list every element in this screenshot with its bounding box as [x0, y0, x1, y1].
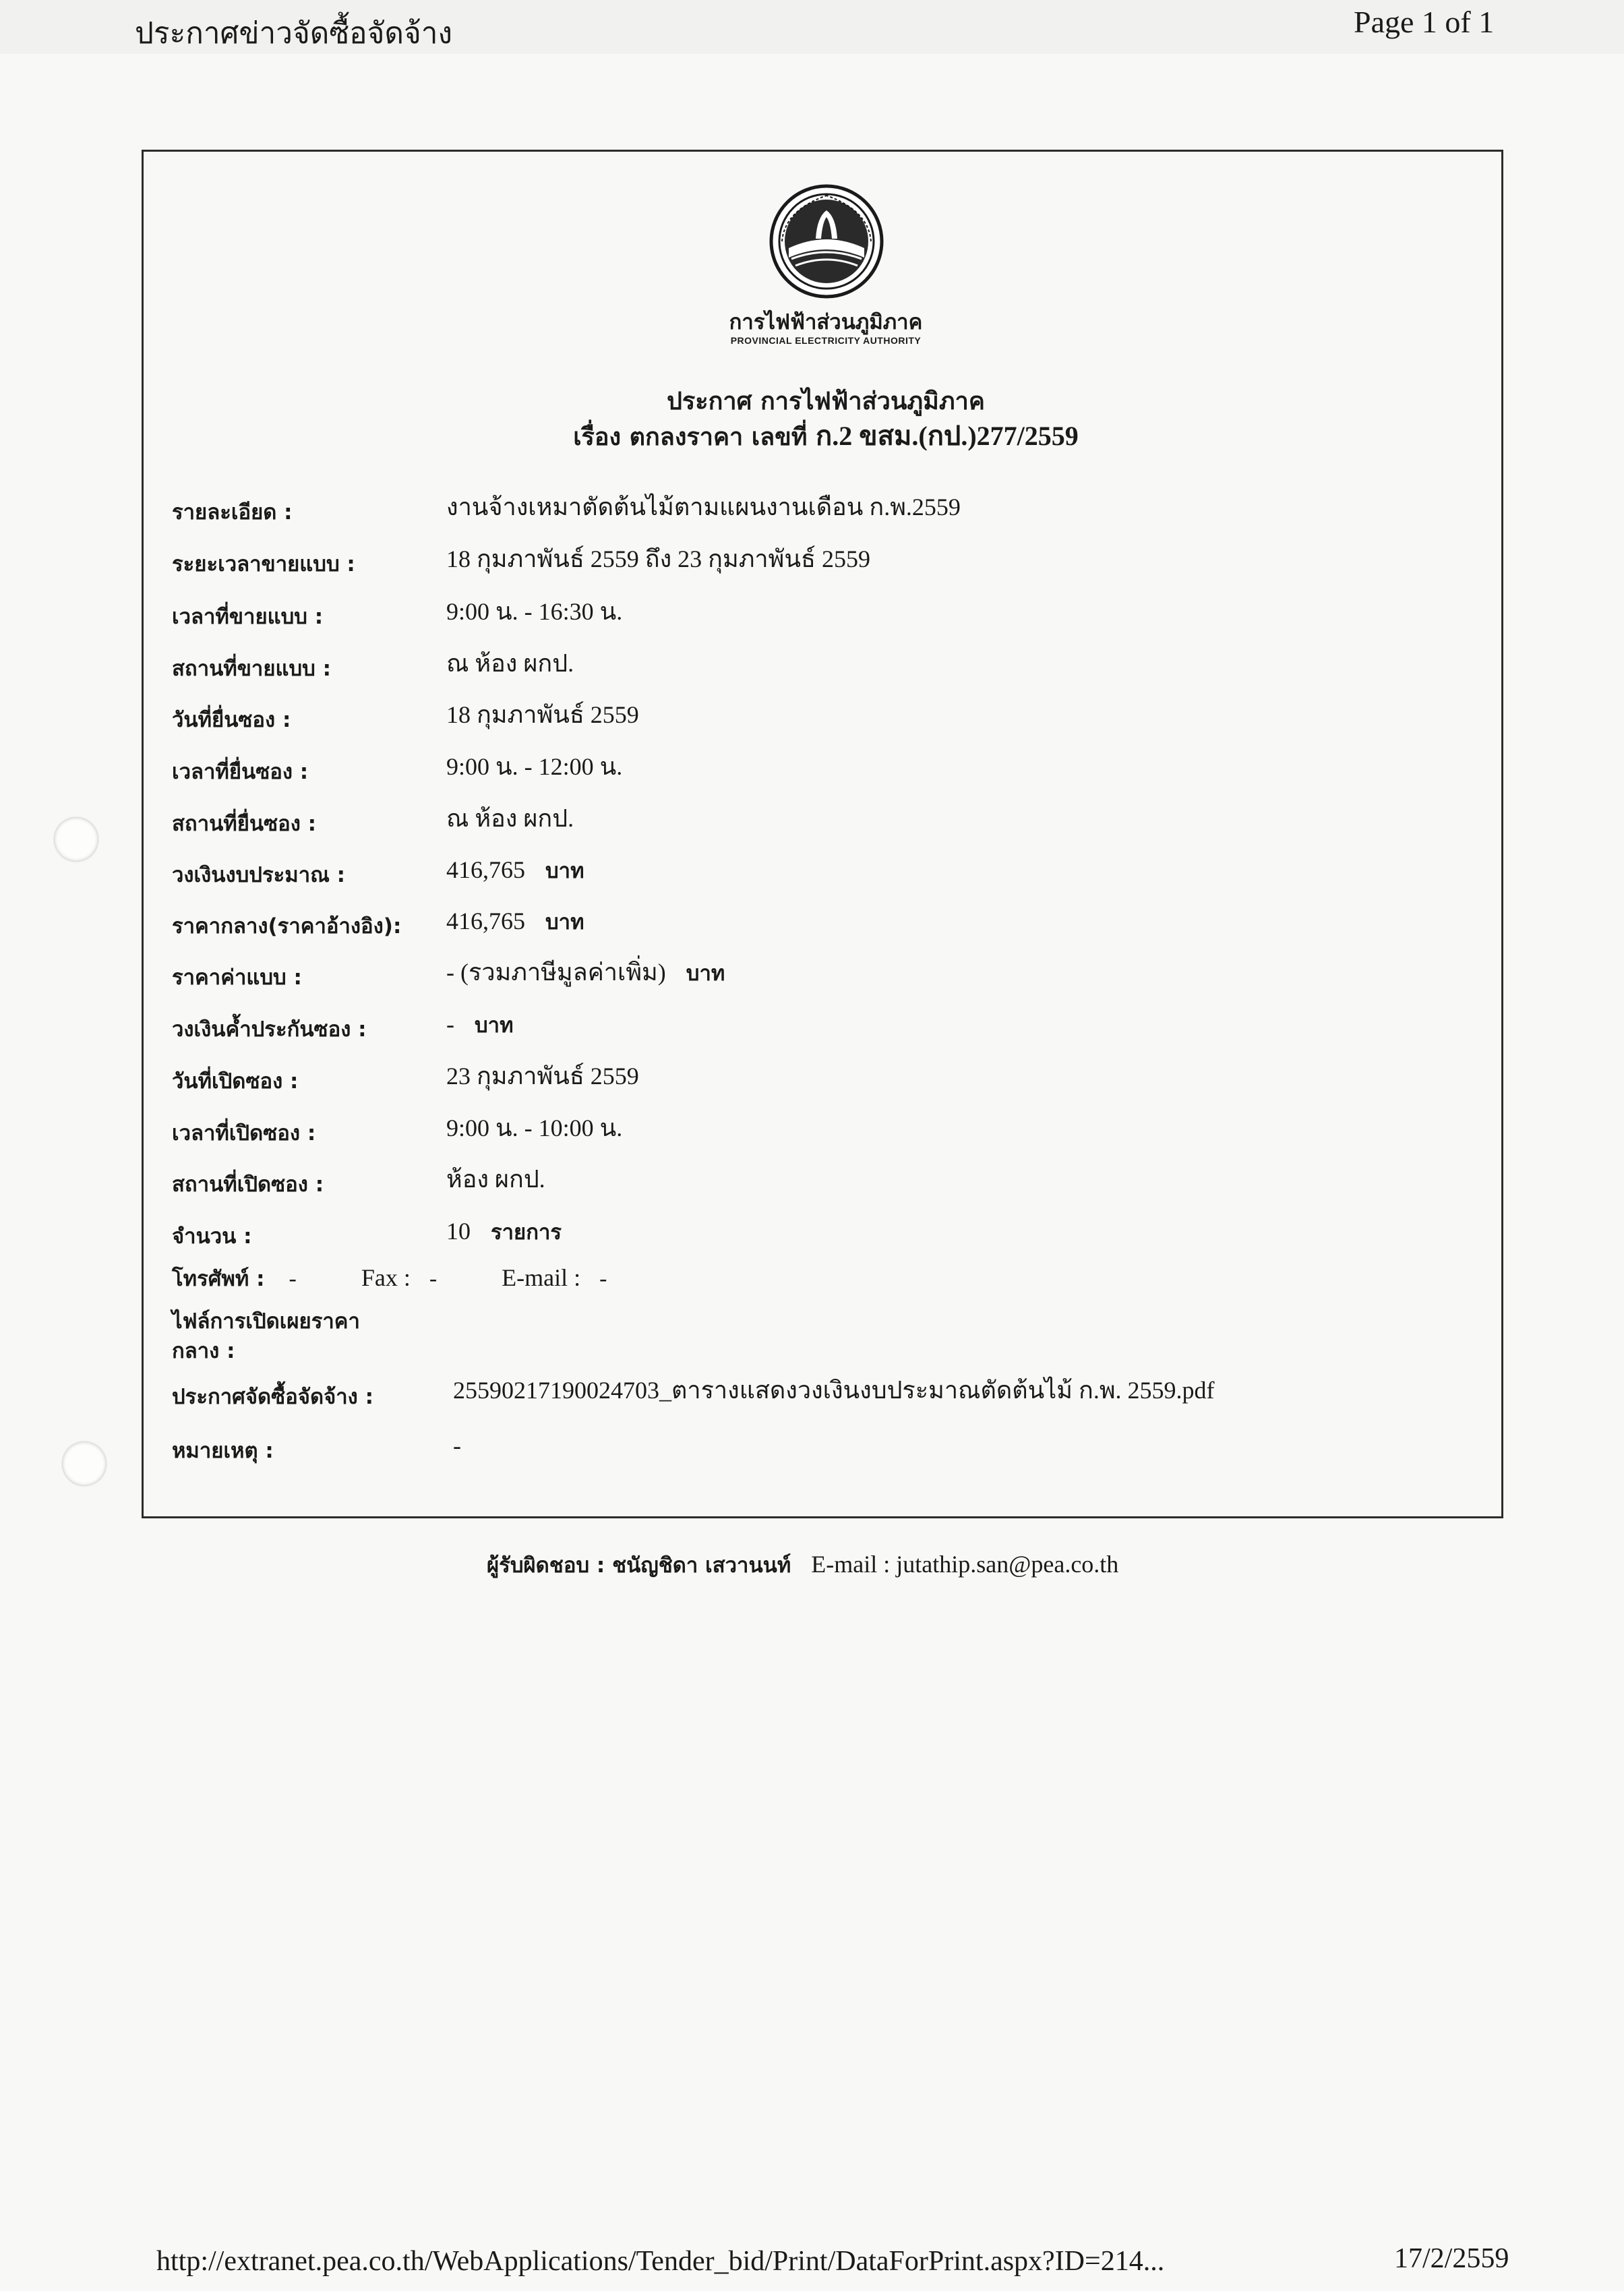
field-value-sale-location: ณ ห้อง ผกป. — [446, 650, 574, 677]
page-indicator: Page 1 of 1 — [1354, 5, 1495, 39]
budget-amount: 416,765 — [446, 856, 525, 883]
footer-date: 17/2/2559 — [1394, 2243, 1509, 2274]
footer-url: http://extranet.pea.co.th/WebApplications/Tender_bid/Print/DataForPrint.aspx?ID=214... — [156, 2246, 1165, 2277]
field-value-sale-time: 9:00 น. - 16:30 น. — [446, 598, 623, 625]
quantity-amount: 10 — [446, 1218, 471, 1245]
median-price-unit: บาท — [545, 910, 584, 934]
field-value-quantity — [446, 1216, 562, 1247]
file-label-line2: กลาง : — [172, 1339, 235, 1363]
punch-hole — [62, 1441, 107, 1486]
field-value-budget — [446, 855, 584, 886]
field-label-quantity: จำนวน : — [172, 1224, 252, 1249]
email-value: - — [599, 1266, 607, 1291]
field-label-remarks: หมายเหตุ : — [172, 1439, 274, 1463]
fax-value: - — [429, 1266, 438, 1291]
document-header-title: ประกาศข่าวจัดซื้อจัดจ้าง — [135, 16, 452, 51]
phone-label: โทรศัพท์ : — [172, 1267, 265, 1291]
responsible-email: E-mail : jutathip.san@pea.co.th — [811, 1551, 1119, 1578]
announcement-subject — [404, 414, 1247, 457]
budget-unit: บาท — [545, 859, 584, 883]
field-label-opening-location: สถานที่เปิดซอง : — [172, 1172, 324, 1197]
field-value-median-price — [446, 906, 584, 937]
field-label-procurement-announcement: ประกาศจัดซื้อจัดจ้าง : — [172, 1385, 373, 1409]
quantity-unit: รายการ — [491, 1220, 562, 1245]
field-label-submit-time: เวลาที่ยื่นซอง : — [172, 760, 309, 784]
field-value-document-price — [446, 957, 725, 988]
field-value-opening-date: 23 กุมภาพันธ์ 2559 — [446, 1063, 639, 1090]
field-label-sale-time: เวลาที่ขายแบบ : — [172, 605, 324, 629]
field-value-remarks: - — [453, 1432, 461, 1459]
field-label-median-price: ราคากลาง(ราคาอ้างอิง): — [172, 914, 402, 939]
phone-value: - — [289, 1266, 297, 1291]
field-label-submit-date: วันที่ยื่นซอง : — [172, 708, 291, 732]
field-label-opening-date: วันที่เปิดซอง : — [172, 1069, 299, 1094]
field-value-submit-date: 18 กุมภาพันธ์ 2559 — [446, 701, 639, 728]
announcement-title: ประกาศ การไฟฟ้าส่วนภูมิภาค — [667, 388, 985, 415]
field-label-sale-period: ระยะเวลาขายแบบ : — [172, 552, 355, 576]
field-label-sale-location: สถานที่ขายแบบ : — [172, 657, 332, 681]
document-price-unit: บาท — [686, 961, 725, 986]
field-label-opening-time: เวลาที่เปิดซอง : — [172, 1121, 316, 1146]
organization-name-english: PROVINCIAL ELECTRICITY AUTHORITY — [730, 335, 922, 346]
organization-name-thai: การไฟฟ้าส่วนภูมิภาค — [729, 310, 923, 334]
field-value-opening-location: ห้อง ผกป. — [446, 1166, 545, 1193]
subject-prefix: เรื่อง ตกลงราคา เลขที่ — [573, 423, 816, 451]
bid-guarantee-amount: - — [446, 1011, 454, 1038]
field-value-submit-location: ณ ห้อง ผกป. — [446, 805, 574, 832]
responsible-name: ผู้รับผิดชอบ : ชนัญชิดา เสวานนท์ — [487, 1553, 791, 1578]
median-price-amount: 416,765 — [446, 908, 525, 934]
email-label: E-mail : — [502, 1264, 581, 1291]
field-label-bid-guarantee: วงเงินค้ำประกันซอง : — [172, 1017, 367, 1042]
field-label-budget: วงเงินงบประมาณ : — [172, 863, 346, 887]
file-label-line1: ไฟล์การเปิดเผยราคา — [172, 1309, 360, 1334]
field-value-sale-period: 18 กุมภาพันธ์ 2559 ถึง 23 กุมภาพันธ์ 2559 — [446, 545, 870, 572]
field-label-median-price-file — [172, 1307, 360, 1366]
procurement-file-link[interactable]: 25590217190024703_ตารางแสดงวงเงินงบประมาณตัดต้นไม้ ก.พ. 2559.pdf — [453, 1377, 1215, 1404]
field-value-details: งานจ้างเหมาตัดต้นไม้ตามแผนงานเดือน ก.พ.2559 — [446, 494, 961, 520]
bid-guarantee-unit: บาท — [475, 1013, 514, 1038]
field-label-submit-location: สถานที่ยื่นซอง : — [172, 812, 317, 836]
punch-hole — [54, 817, 98, 862]
pea-seal-icon — [769, 183, 884, 299]
field-value-opening-time: 9:00 น. - 10:00 น. — [446, 1114, 623, 1141]
field-label-document-price: ราคาค่าแบบ : — [172, 965, 302, 990]
document-price-amount: - (รวมภาษีมูลค่าเพิ่ม) — [446, 959, 666, 986]
field-value-submit-time: 9:00 น. - 12:00 น. — [446, 753, 623, 780]
responsible-person — [487, 1548, 1118, 1582]
reference-number: ก.2 ขสม.(กป.)277/2559 — [816, 421, 1079, 451]
fax-label: Fax : — [361, 1264, 411, 1291]
field-label-details: รายละเอียด : — [172, 500, 293, 525]
field-value-bid-guarantee — [446, 1009, 514, 1040]
contact-row — [172, 1263, 607, 1294]
